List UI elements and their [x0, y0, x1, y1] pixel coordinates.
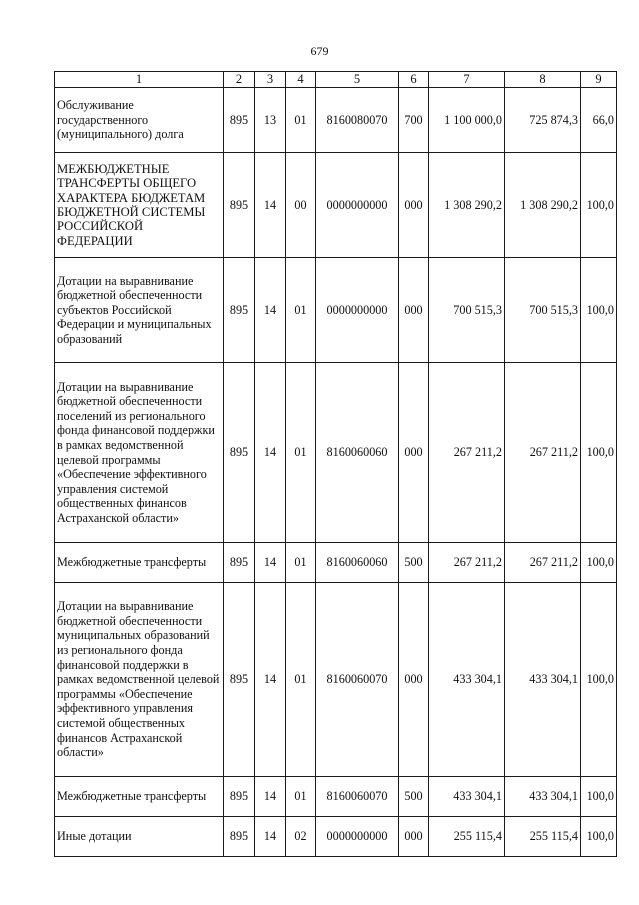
cell-expense-type: 500	[399, 543, 429, 583]
cell-expense-type: 700	[399, 88, 429, 153]
page-number: 679	[310, 44, 329, 58]
cell-expense-type: 000	[399, 583, 429, 777]
cell-ministry: 895	[224, 258, 255, 363]
cell-percent: 66,0	[581, 88, 617, 153]
cell-subsection: 01	[286, 363, 316, 543]
cell-subsection: 01	[286, 88, 316, 153]
cell-ministry: 895	[224, 583, 255, 777]
cell-subsection: 00	[286, 153, 316, 258]
table-header-row	[55, 72, 617, 88]
cell-planned: 255 115,4	[429, 817, 505, 857]
cell-executed: 725 874,3	[505, 88, 581, 153]
cell-expense-type: 000	[399, 153, 429, 258]
cell-percent: 100,0	[581, 777, 617, 817]
cell-executed: 700 515,3	[505, 258, 581, 363]
table-row	[55, 258, 617, 363]
cell-percent: 100,0	[581, 363, 617, 543]
header-cell: 1	[55, 72, 224, 88]
header-cell: 2	[224, 72, 255, 88]
cell-expense-type: 500	[399, 777, 429, 817]
cell-subsection: 01	[286, 583, 316, 777]
row-name: Межбюджетные трансферты	[55, 543, 224, 583]
cell-target-article: 8160060070	[316, 583, 399, 777]
cell-target-article: 8160080070	[316, 88, 399, 153]
cell-executed: 255 115,4	[505, 817, 581, 857]
header-cell: 3	[255, 72, 286, 88]
table-row	[55, 363, 617, 543]
cell-section: 13	[255, 88, 286, 153]
table-row	[55, 583, 617, 777]
cell-expense-type: 000	[399, 258, 429, 363]
cell-executed: 267 211,2	[505, 363, 581, 543]
cell-section: 14	[255, 543, 286, 583]
cell-planned: 700 515,3	[429, 258, 505, 363]
table-row	[55, 153, 617, 258]
table-row	[55, 88, 617, 153]
row-name: МЕЖБЮДЖЕТНЫЕ ТРАНСФЕРТЫ ОБЩЕГО ХАРАКТЕРА БЮДЖЕТАМ БЮДЖЕТНОЙ СИСТЕМЫ РОССИЙСКОЙ ФЕДЕРАЦИИ	[55, 153, 224, 258]
cell-planned: 267 211,2	[429, 543, 505, 583]
cell-ministry: 895	[224, 363, 255, 543]
table-row	[55, 817, 617, 857]
cell-section: 14	[255, 363, 286, 543]
cell-section: 14	[255, 258, 286, 363]
cell-section: 14	[255, 817, 286, 857]
cell-planned: 267 211,2	[429, 363, 505, 543]
budget-execution-table	[54, 71, 617, 857]
cell-ministry: 895	[224, 543, 255, 583]
cell-executed: 433 304,1	[505, 583, 581, 777]
table-row	[55, 543, 617, 583]
cell-target-article: 8160060060	[316, 543, 399, 583]
cell-target-article: 0000000000	[316, 817, 399, 857]
cell-executed: 1 308 290,2	[505, 153, 581, 258]
cell-subsection: 02	[286, 817, 316, 857]
cell-executed: 267 211,2	[505, 543, 581, 583]
cell-section: 14	[255, 153, 286, 258]
cell-ministry: 895	[224, 777, 255, 817]
cell-target-article: 0000000000	[316, 153, 399, 258]
cell-ministry: 895	[224, 88, 255, 153]
cell-section: 14	[255, 777, 286, 817]
row-name: Дотации на выравнивание бюджетной обеспеченности муниципальных образований из регионального фонда финансовой поддержки в рамках ведомственной целевой программы «Обеспечение эффективного управления системой общественных финансов Астраханской области»	[55, 583, 224, 777]
cell-ministry: 895	[224, 153, 255, 258]
cell-target-article: 0000000000	[316, 258, 399, 363]
cell-section: 14	[255, 583, 286, 777]
cell-planned: 433 304,1	[429, 777, 505, 817]
header-cell: 4	[286, 72, 316, 88]
cell-percent: 100,0	[581, 583, 617, 777]
header-cell: 5	[316, 72, 399, 88]
row-name: Дотации на выравнивание бюджетной обеспеченности поселений из регионального фонда финансовой поддержки в рамках ведомственной целевой программы «Обеспечение эффективного управления системой общественных финансов Астраханской области»	[55, 363, 224, 543]
cell-percent: 100,0	[581, 153, 617, 258]
cell-planned: 1 100 000,0	[429, 88, 505, 153]
cell-subsection: 01	[286, 543, 316, 583]
row-name: Обслуживание государственного (муниципального) долга	[55, 88, 224, 153]
header-cell: 6	[399, 72, 429, 88]
cell-expense-type: 000	[399, 817, 429, 857]
header-cell: 7	[429, 72, 505, 88]
cell-percent: 100,0	[581, 817, 617, 857]
header-cell: 8	[505, 72, 581, 88]
cell-subsection: 01	[286, 258, 316, 363]
cell-percent: 100,0	[581, 258, 617, 363]
row-name: Дотации на выравнивание бюджетной обеспеченности субъектов Российской Федерации и муниципальных образований	[55, 258, 224, 363]
cell-ministry: 895	[224, 817, 255, 857]
cell-executed: 433 304,1	[505, 777, 581, 817]
table-row	[55, 777, 617, 817]
row-name: Межбюджетные трансферты	[55, 777, 224, 817]
cell-expense-type: 000	[399, 363, 429, 543]
cell-target-article: 8160060070	[316, 777, 399, 817]
cell-target-article: 8160060060	[316, 363, 399, 543]
row-name: Иные дотации	[55, 817, 224, 857]
cell-subsection: 01	[286, 777, 316, 817]
cell-planned: 433 304,1	[429, 583, 505, 777]
cell-percent: 100,0	[581, 543, 617, 583]
cell-planned: 1 308 290,2	[429, 153, 505, 258]
header-cell: 9	[581, 72, 617, 88]
